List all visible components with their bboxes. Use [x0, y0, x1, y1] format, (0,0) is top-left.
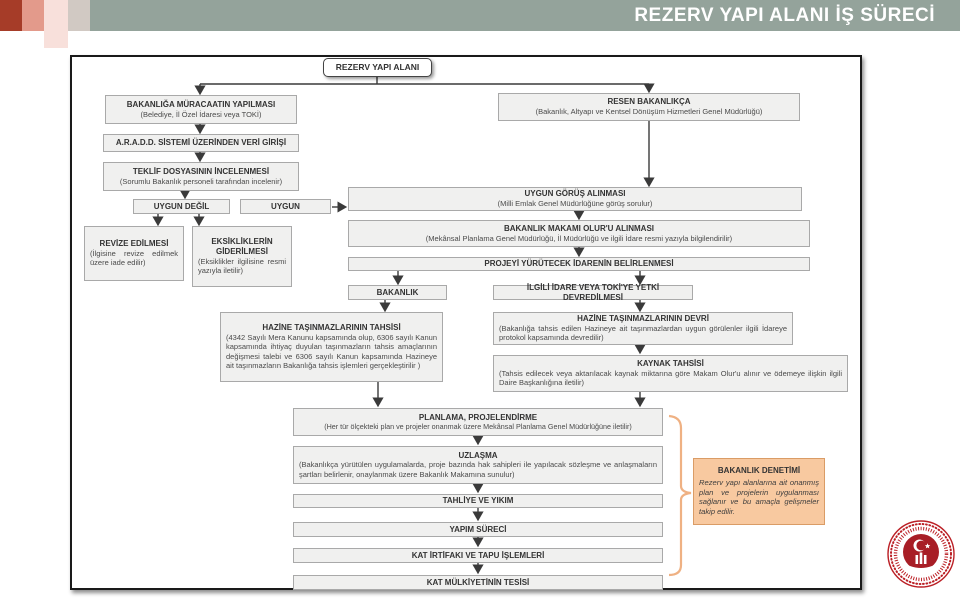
node-subtitle: (Tahsis edilecek veya aktarılacak kaynak miktarına göre Makam Olur'u alınır ve ödemeye ilişkin ilgili Daire Başkanlığına iletilir) — [499, 368, 842, 388]
node-title: UYGUN — [271, 201, 300, 211]
node-subtitle: Rezerv yapı alanlarına ait onanmış plan ve projelerin uygulanması sağlanır ve bu amaçla gelişmeler takip edilir. — [699, 478, 819, 517]
node-title: KAYNAK TAHSİSİ — [637, 359, 704, 369]
node-yapim-sureci — [293, 522, 663, 537]
node-subtitle: (Her tür ölçekteki plan ve projeler onanmak üzere Mekânsal Planlama Genel Müdürlüğüne iletilir) — [324, 422, 632, 432]
node-title: TEKLİF DOSYASININ İNCELENMESİ — [132, 166, 270, 176]
node-yetki-devredilmesi — [493, 282, 693, 302]
node-title: PLANLAMA, PROJELENDİRME — [418, 412, 538, 422]
node-makam-oluru-alinmasi — [348, 220, 810, 247]
node-kat-irtifaki-tapu — [293, 548, 663, 563]
node-title: UYGUN DEĞİL — [153, 201, 210, 211]
node-kat-mulkiyetinin-tesisi — [293, 575, 663, 590]
node-title: BAKANLIK — [376, 287, 419, 297]
node-subtitle: (Eksiklikler ilgilisine resmi yazıyla iletilir) — [198, 256, 286, 276]
node-title: HAZİNE TAŞINMAZLARININ DEVRİ — [577, 314, 709, 324]
node-kaynak-tahsisi — [493, 355, 848, 392]
node-title: KAT İRTİFAKI VE TAPU İŞLEMLERİ — [411, 550, 545, 560]
node-subtitle: (İlgisine revize edilmek üzere iade edilir) — [90, 248, 178, 268]
node-title: TAHLİYE VE YIKIM — [442, 496, 514, 506]
node-teklif-incelenmesi — [103, 162, 299, 191]
decor-square-salmon — [22, 0, 44, 31]
node-uzlasma — [293, 446, 663, 484]
node-projeyi-yurutecek-idare — [348, 257, 810, 271]
node-title: REVİZE EDİLMESİ — [99, 239, 169, 249]
node-bakanliga-muracaat — [105, 95, 297, 124]
node-title: İLGİLİ İDARE VEYA TOKİ'YE YETKİ DEVREDİLMESİ — [526, 282, 660, 302]
node-title: A.R.A.D.D. SİSTEMİ ÜZERİNDEN VERİ GİRİŞİ — [115, 138, 287, 148]
node-title: PROJEYİ YÜRÜTECEK İDARENİN BELİRLENMESİ — [484, 259, 674, 269]
node-tahliye-ve-yikim — [293, 494, 663, 508]
decor-square-pink — [44, 0, 68, 48]
node-hazine-tasinmazlarinin-tahsisi — [220, 312, 443, 382]
node-title: EKSİKLİKLERİN GİDERİLMESİ — [211, 237, 273, 256]
node-eksikliklerin-giderilmesi — [192, 226, 292, 287]
node-subtitle: (Mekânsal Planlama Genel Müdürlüğü, İl Müdürlüğü ve ilgili İdare resmi yazıyla bilgilendirilir) — [425, 233, 733, 243]
node-subtitle: (4342 Sayılı Mera Kanunu kapsamında olup, 6306 sayılı Kanun kapsamında ihtiyaç duyulan taşınmazların tahsis amaçlarının değişmesi talebi ve 6306 sayılı Kanun kapsamında Hazineye ait taşınmazların Bakanlığa tahsis işlemleri gerçekleştirilir ) — [226, 332, 437, 371]
node-uygun-gorus-alinmasi — [348, 187, 802, 211]
node-title: BAKANLIĞA MÜRACAATIN YAPILMASI — [126, 99, 276, 109]
node-subtitle: (Milli Emlak Genel Müdürlüğüne görüş sorulur) — [497, 199, 653, 209]
decor-square-gray — [68, 0, 90, 31]
node-title: RESEN BAKANLIKÇA — [607, 97, 691, 107]
node-subtitle: (Bakanlığa tahsis edilen Hazineye ait taşınmazlardan uygun görülenler ilgili İdareye protokol kapsamında devredilir) — [499, 323, 787, 343]
node-subtitle: (Bakanlıkça yürütülen uygulamalarda, proje bazında hak sahipleri ile yapılacak sözleşme ve anlaşmaların şartları belirlenir, onaylanmak üzere Bakanlık Makamına sunulur) — [299, 460, 657, 479]
node-title: REZERV YAPI ALANI — [335, 62, 420, 73]
node-rezerv-yapi-alani — [323, 58, 432, 77]
node-aradd-veri-girisi — [103, 134, 299, 152]
node-title: KAT MÜLKİYETİNİN TESİSİ — [426, 577, 530, 587]
node-bakanlik-denetimi — [693, 458, 825, 525]
node-subtitle: (Bakanlık, Altyapı ve Kentsel Dönüşüm Hizmetleri Genel Müdürlüğü) — [535, 107, 763, 117]
decor-square-brick — [0, 0, 22, 31]
node-bakanlik — [348, 285, 447, 300]
node-resen-bakanlikca — [498, 93, 800, 121]
ministry-seal-icon — [886, 518, 956, 590]
node-title: HAZİNE TAŞINMAZLARININ TAHSİSİ — [262, 323, 401, 333]
node-hazine-tasinmazlarinin-devri — [493, 312, 793, 345]
page-title: REZERV YAPI ALANI İŞ SÜRECİ — [634, 5, 935, 26]
node-revize-edilmesi — [84, 226, 184, 281]
node-title: BAKANLIK DENETİMİ — [717, 466, 801, 476]
node-uygun-degil — [133, 199, 230, 214]
node-title: UYGUN GÖRÜŞ ALINMASI — [524, 189, 626, 199]
node-title: UZLAŞMA — [458, 450, 498, 460]
node-subtitle: (Sorumlu Bakanlık personeli tarafından incelenir) — [119, 176, 283, 186]
node-title: BAKANLIK MAKAMI OLUR'U ALINMASI — [503, 223, 655, 233]
node-title: YAPIM SÜRECİ — [449, 524, 507, 534]
node-uygun — [240, 199, 331, 214]
node-planlama-projelendirme — [293, 408, 663, 436]
node-subtitle: (Belediye, İl Özel İdaresi veya TOKİ) — [140, 109, 262, 119]
